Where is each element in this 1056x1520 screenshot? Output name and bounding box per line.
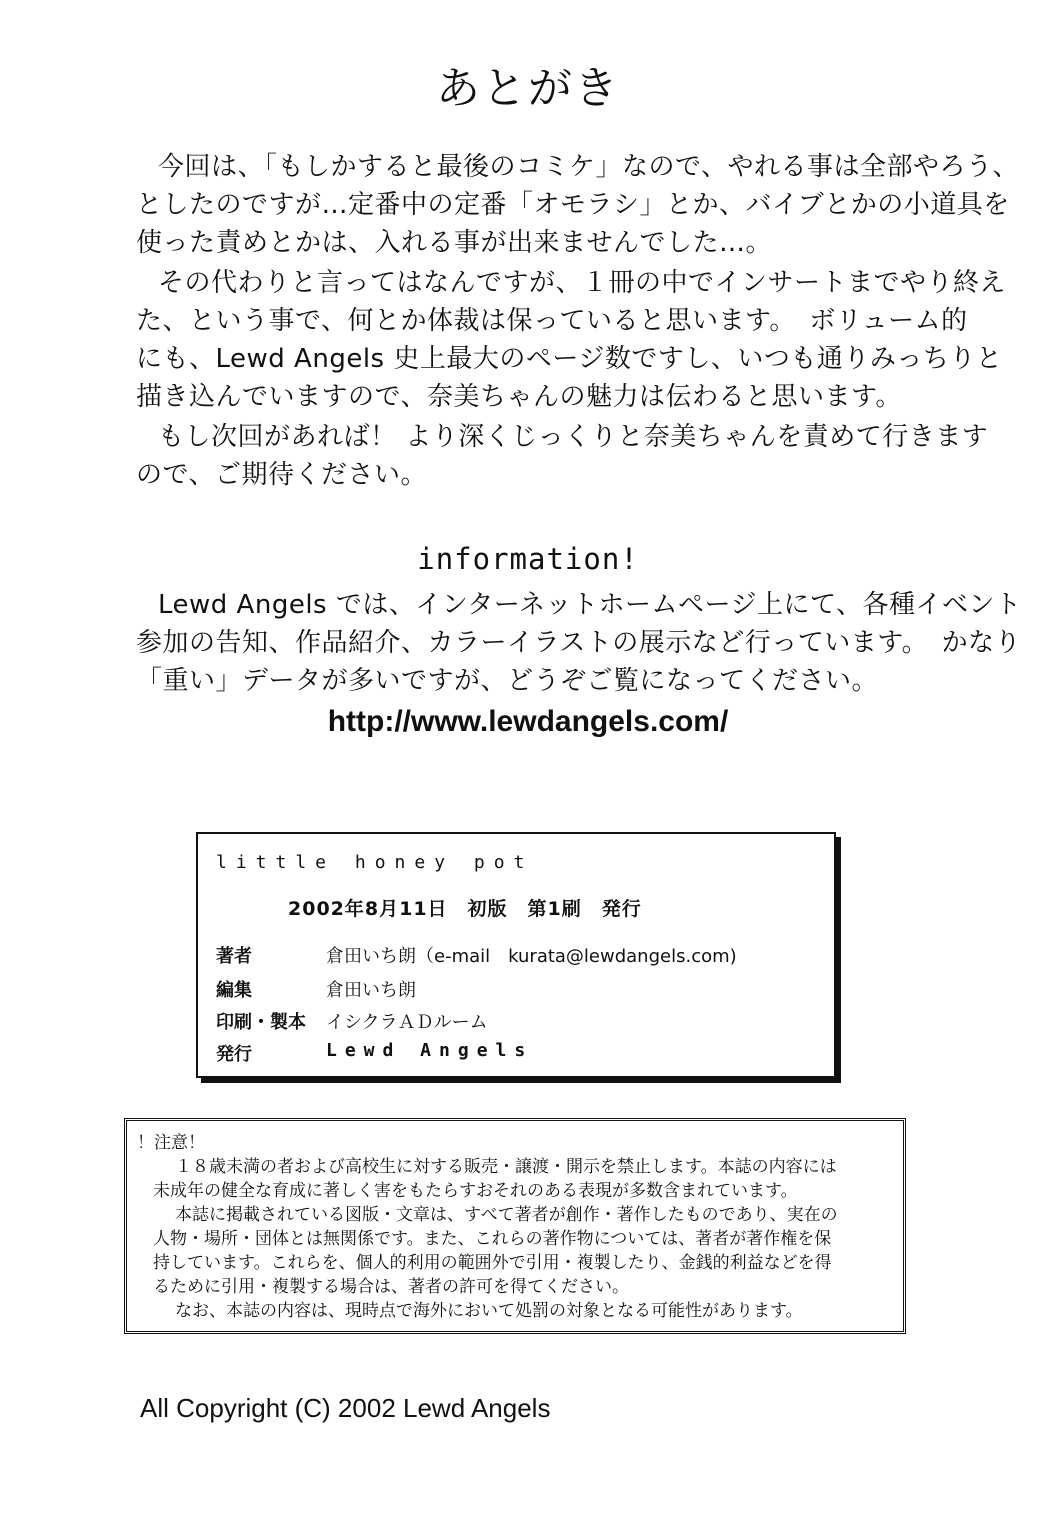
information-line: 参加の告知、作品紹介、カラーイラストの展示など行っています。 かなり (136, 628, 1022, 658)
website-url-link[interactable]: http://www.lewdangels.com/ (327, 705, 729, 738)
colophon-edition: 2002年8月11日 初版 第1刷 発行 (288, 898, 642, 920)
colophon-value-editor: 倉田いち朗 (326, 980, 416, 1001)
colophon-label-publisher: 発行 (216, 1044, 252, 1065)
notice-line: １８歳未満の者および高校生に対する販売・譲渡・開示を禁止します。本誌の内容には (175, 1157, 837, 1177)
information-title: information! (417, 542, 639, 576)
colophon-value-printing: イシクラＡＤルーム (326, 1012, 488, 1033)
afterword-title: あとがき (436, 63, 620, 114)
notice-line: なお、本誌の内容は、現時点で海外において処罰の対象となる可能性があります。 (175, 1301, 803, 1321)
information-line: 「重い」データが多いですが、どうぞご覧になってください。 (136, 666, 879, 696)
afterword-line: 今回は、「もしかすると最後のコミケ」なので、やれる事は全部やろう、 (158, 152, 1019, 182)
notice-line: るために引用・複製する場合は、著者の許可を得てください。 (153, 1277, 629, 1297)
afterword-line: た、という事で、何とか体裁は保っていると思います。 ボリューム的 (136, 306, 968, 336)
afterword-line: 使った責めとかは、入れる事が出来ませんでした…。 (136, 228, 773, 258)
colophon-label-author: 著者 (216, 946, 252, 967)
afterword-line: ので、ご期待ください。 (136, 460, 427, 490)
notice-box (124, 1118, 906, 1334)
afterword-line: にも、Lewd Angels 史上最大のページ数ですし、いつも通りみっちりと (136, 344, 1003, 374)
afterword-line: もし次回があれば！ より深くじっくりと奈美ちゃんを責めて行きます (158, 422, 989, 452)
notice-line: 本誌に掲載されている図版・文章は、すべて著者が創作・著作したものであり、実在の (175, 1205, 838, 1225)
afterword-line: としたのですが…定番中の定番「オモラシ」とか、バイブとかの小道具を (136, 190, 1010, 220)
notice-line: 持しています。これらを、個人的利用の範囲外で引用・複製したり、金銭的利益などを得 (153, 1253, 832, 1273)
notice-line: 人物・場所・団体とは無関係です。また、これらの著作物については、著者が著作権を保 (153, 1229, 832, 1249)
information-line: Lewd Angels では、インターネットホームページ上にて、各種イベント (158, 590, 1022, 620)
colophon-value-author: 倉田いち朗（e-mail kurata@lewdangels.com) (326, 946, 737, 967)
copyright-text: All Copyright (C) 2002 Lewd Angels (140, 1393, 551, 1423)
notice-line: 未成年の健全な育成に著しく害をもたらすおそれのある表現が多数含まれています。 (153, 1181, 798, 1201)
afterword-line: その代わりと言ってはなんですが、１冊の中でインサートまでやり終え (158, 268, 1007, 298)
colophon-value-publisher: Lewd Angels (326, 1040, 534, 1061)
notice-heading: ！注意！ (137, 1133, 205, 1153)
colophon-label-printing: 印刷・製本 (216, 1012, 306, 1033)
colophon-box (196, 832, 836, 1078)
colophon-label-editor: 編集 (216, 980, 252, 1001)
afterword-line: 描き込んでいますので、奈美ちゃんの魅力は伝わると思います。 (136, 382, 902, 412)
colophon-title: little honey pot (216, 852, 534, 873)
